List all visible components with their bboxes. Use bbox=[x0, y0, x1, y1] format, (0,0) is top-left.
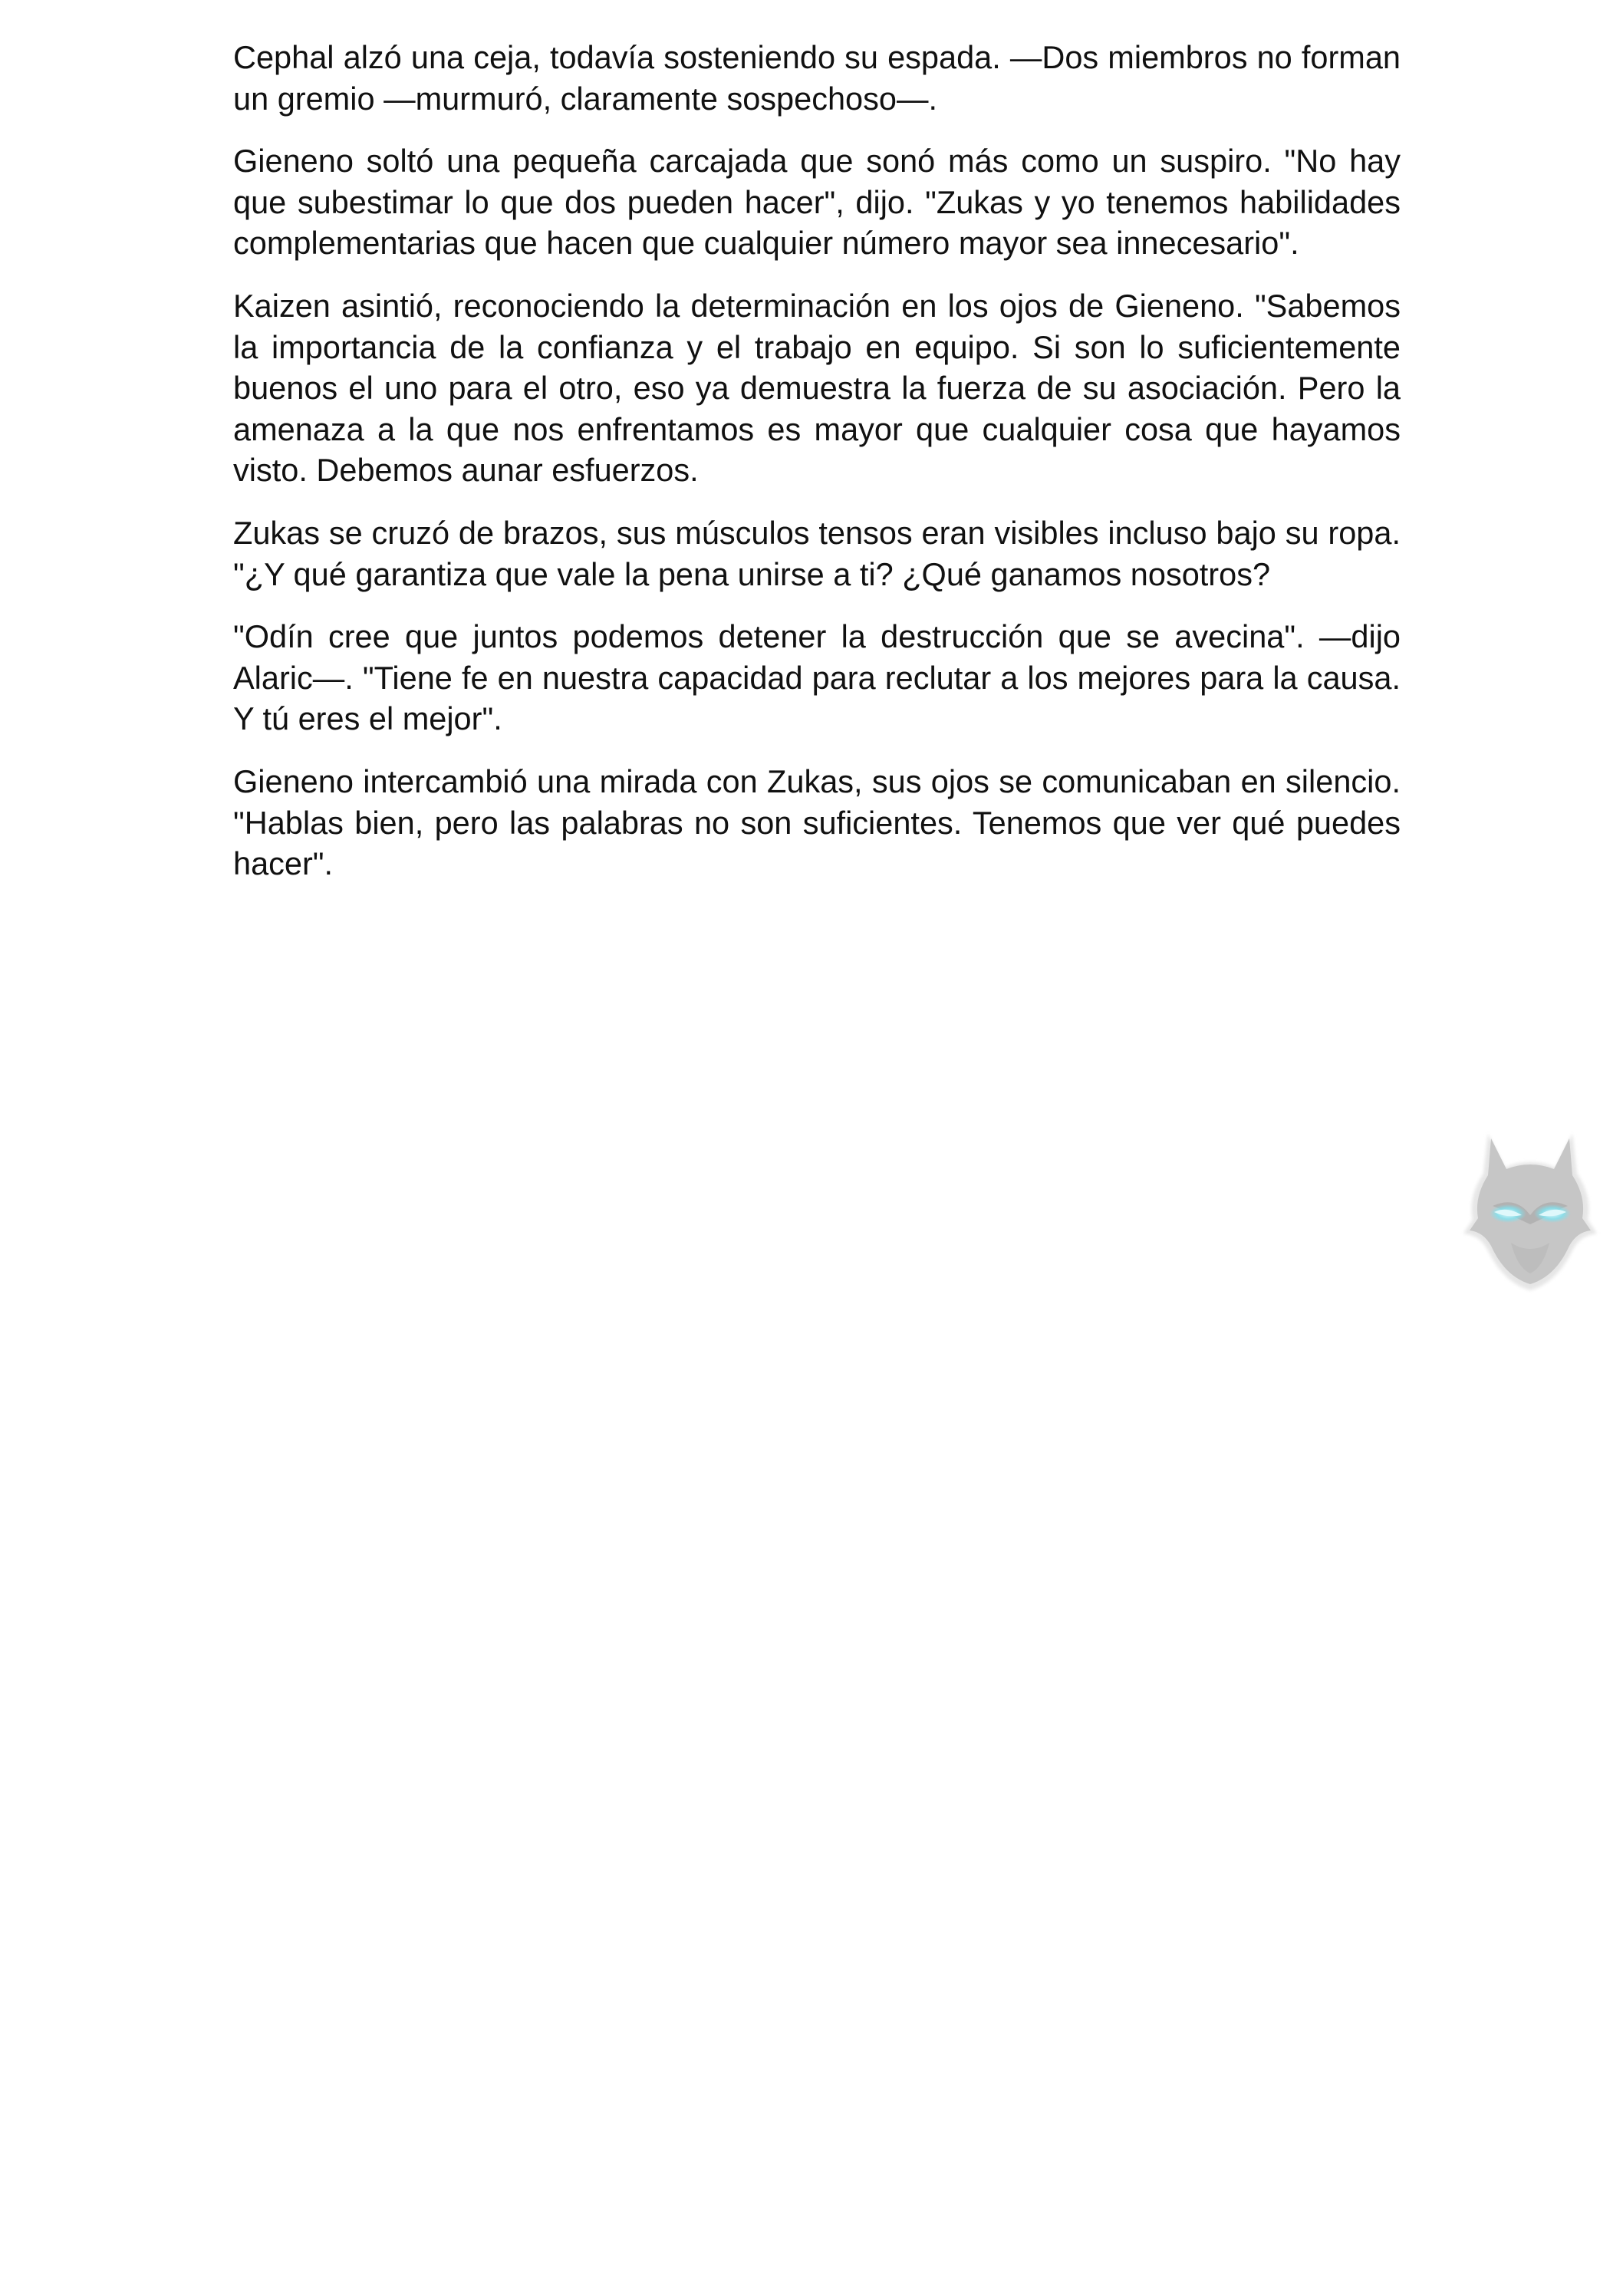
paragraph: Gieneno soltó una pequeña carcajada que sonó más como un suspiro. "No hay que subestimar lo que dos pueden hacer", dijo. "Zukas y yo tenemos habilidades complementarias que hacen que cualquier número mayor sea innecesario". bbox=[233, 143, 1401, 262]
paragraph: Zukas se cruzó de brazos, sus músculos tensos eran visibles incluso bajo su ropa. "¿Y qué garantiza que vale la pena unirse a ti? ¿Qué ganamos nosotros? bbox=[233, 514, 1401, 592]
paragraph: Kaizen asintió, reconociendo la determinación en los ojos de Gieneno. "Sabemos la importancia de la confianza y el trabajo en equipo. Si son lo suficientemente buenos el uno para el otro, eso ya demuestra la fuerza de su asociación. Pero la amenaza a la que nos enfrentamos es mayor que cualquier cosa que hayamos visto. Debemos aunar esfuerzos. bbox=[233, 287, 1401, 489]
demon-head-logo-icon bbox=[1457, 1120, 1603, 1296]
paragraph: "Odín cree que juntos podemos detener la destrucción que se avecina". —dijo Alaric—. "Tiene fe en nuestra capacidad para reclutar a los mejores para la causa. Y tú eres el mejor". bbox=[233, 618, 1401, 737]
paragraph: Cephal alzó una ceja, todavía sosteniendo su espada. —Dos miembros no forman un gremio —murmuró, claramente sospechoso—. bbox=[233, 39, 1401, 117]
body-text bbox=[233, 37, 1401, 906]
paragraph: Gieneno intercambió una mirada con Zukas, sus ojos se comunicaban en silencio. "Hablas bien, pero las palabras no son suficientes. Tenemos que ver qué puedes hacer". bbox=[233, 763, 1401, 882]
